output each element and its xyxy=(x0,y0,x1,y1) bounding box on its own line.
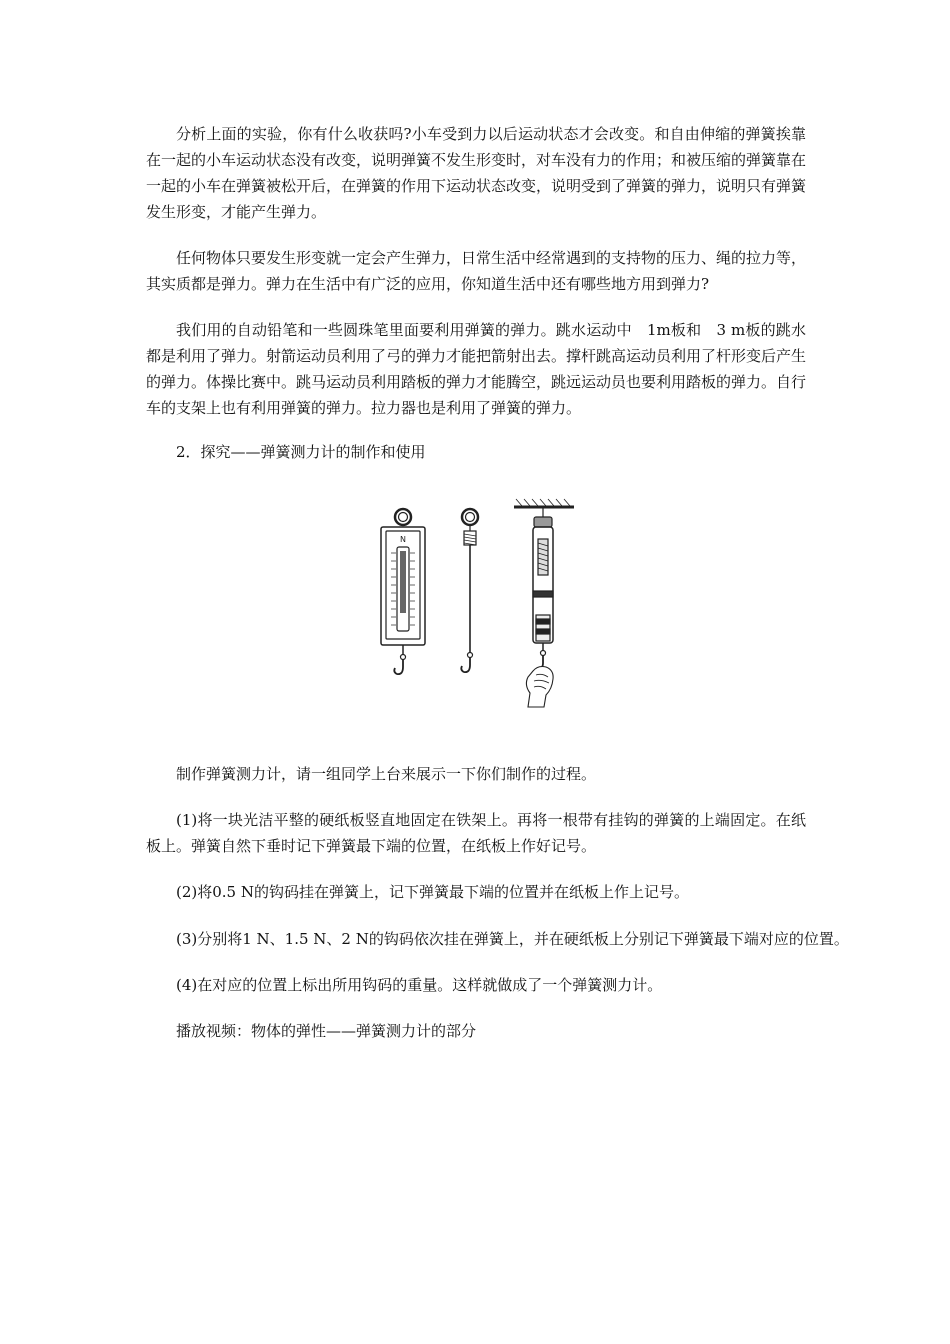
step-4: (4)在对应的位置上标出所用钩码的重量。这样就做成了一个弹簧测力计。 xyxy=(176,976,663,994)
paragraph-elastic-force: 任何物体只要发生形变就一定会产生弹力，日常生活中经常遇到的支持物的压力、绳的拉力等，其实质都是弹力。弹力在生活中有广泛的应用，你知道生活中还有哪些地方用到弹力? xyxy=(146,249,807,293)
intro-line: 制作弹簧测力计，请一组同学上台来展示一下你们制作的过程。 xyxy=(176,765,597,783)
cylinder-spring-scale xyxy=(514,499,574,707)
step-3: (3)分别将1 N、1.5 N、2 N的钩码依次挂在弹簧上，并在硬纸板上分别记下弹簧最下端对应的位置。 xyxy=(176,930,849,948)
spring-balance-figure xyxy=(378,495,578,725)
scale-unit-label: N xyxy=(400,535,406,544)
step-1: (1)将一块光洁平整的硬纸板竖直地固定在铁架上。再将一根带有挂钩的弹簧的上端固定。在纸板上。弹簧自然下垂时记下弹簧最下端的位置，在纸板上作好记号。 xyxy=(146,811,806,855)
dial-spring-scale xyxy=(381,509,425,674)
step-2: (2)将0.5 N的钩码挂在弹簧上，记下弹簧最下端的位置并在纸板上作上记号。 xyxy=(176,883,689,901)
closing-line: 播放视频：物体的弹性——弹簧测力计的部分 xyxy=(176,1022,477,1040)
paragraph-applications: 我们用的自动铅笔和一些圆珠笔里面要利用弹簧的弹力。跳水运动中 1m板和 3 m板的跳水都是利用了弹力。射箭运动员利用了弓的弹力才能把箭射出去。撑杆跳高运动员利用了杆形变后产生的弹力。体操比赛中。跳马运动员利用踏板的弹力才能腾空，跳远运动员也要利用踏板的弹力。自行车的支架上也有利用弹簧的弹力。拉力器也是利用了弹簧的弹力。 xyxy=(146,321,807,417)
paragraph-analysis: 分析上面的实验，你有什么收获吗?小车受到力以后运动状态才会改变。和自由伸缩的弹簧挨靠在一起的小车运动状态没有改变，说明弹簧不发生形变时，对车没有力的作用；和被压缩的弹簧靠在一起的小车在弹簧被松开后，在弹簧的作用下运动状态改变，说明受到了弹簧的弹力，说明只有弹簧发生形变，才能产生弹力。 xyxy=(146,125,807,221)
exposed-spring-scale xyxy=(461,509,478,672)
section-heading: 2．探究——弹簧测力计的制作和使用 xyxy=(176,443,426,461)
